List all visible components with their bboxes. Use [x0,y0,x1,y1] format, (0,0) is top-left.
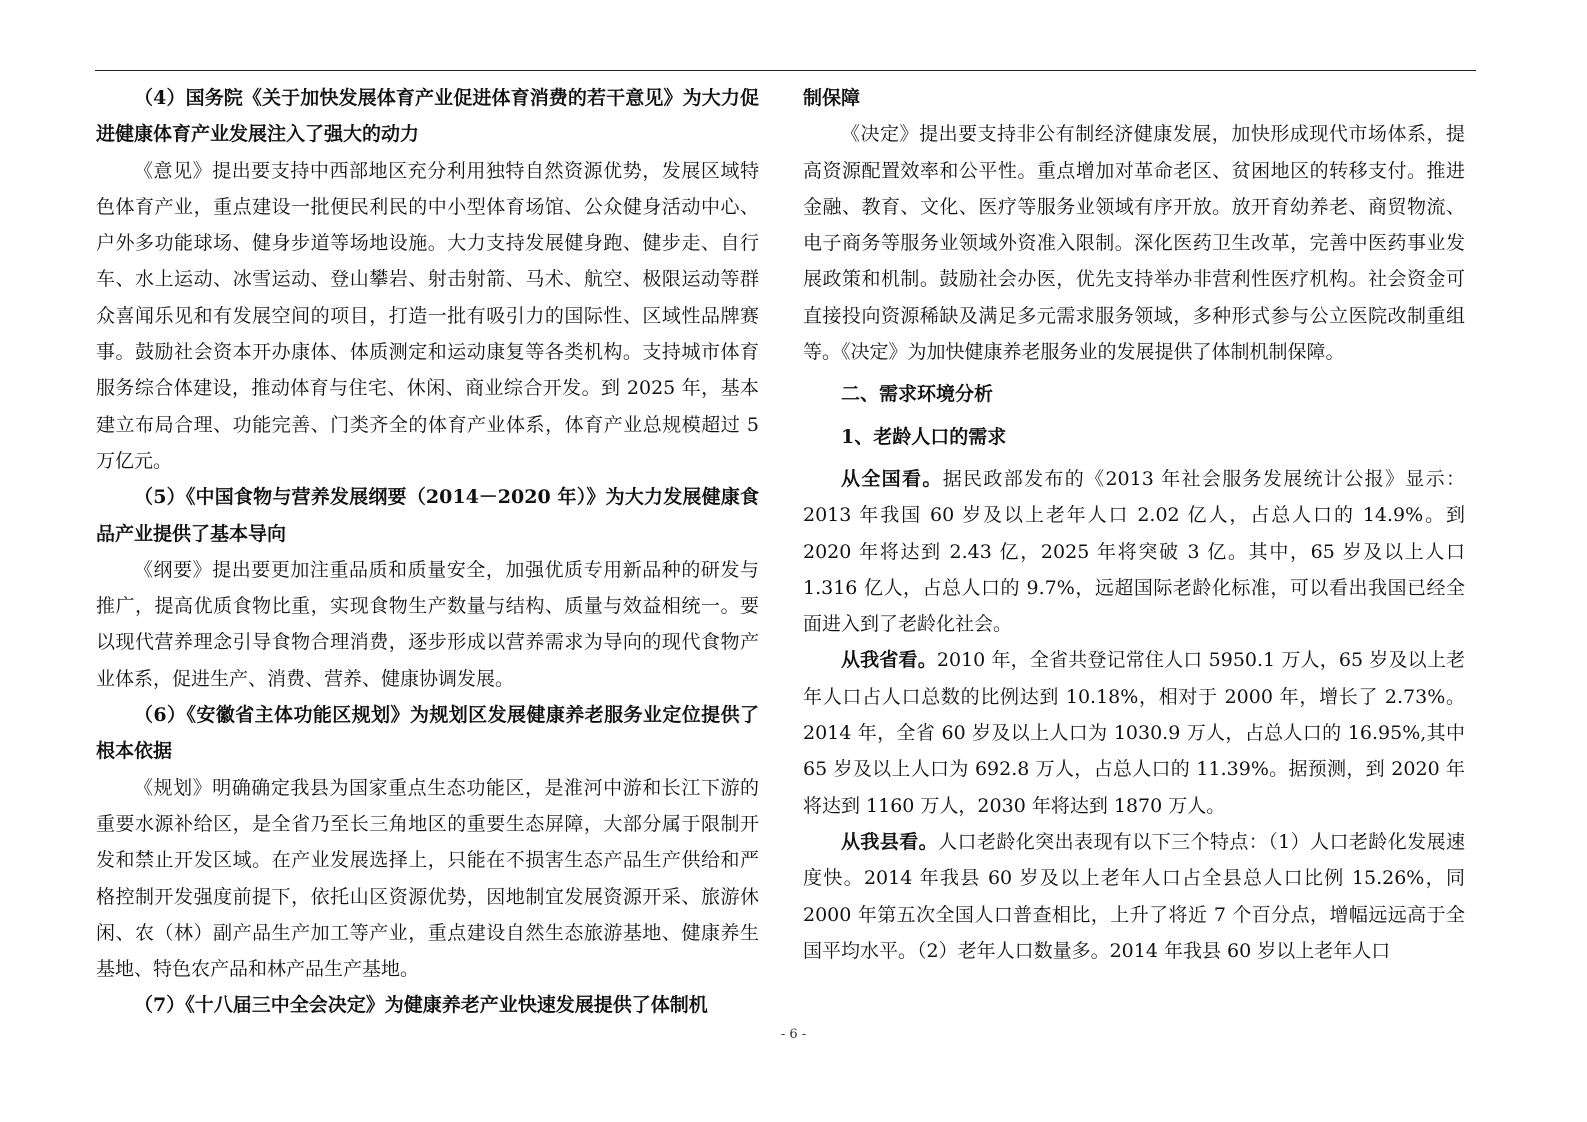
heading-7: （7）《十八届三中全会决定》为健康养老产业快速发展提供了体制机 [134,994,708,1017]
text-province: 2010 年，全省共登记常住人口 5950.1 万人，65 岁及以上老年人口占人口总数的比例达到 10.18%，相对于 2000 年，增长了 2.73%。2014 年，全省 60 岁及以上人口为 1030.9 万人，占总人口的 16.95%,其中 65 岁及以上人口为 692.8 万人，占总人口的 11.39%。据预测，到 2020 年将达到 1160 万人，2030 年将达到 1870 万人。 [803,649,1465,817]
text-national: 据民政部发布的《2013 年社会服务发展统计公报》显示：2013 年我国 60 岁及以上老年人口 2.02 亿人，占总人口的 14.9%。到 2020 年将达到 2.43 亿，2025 年将突破 3 亿。其中，65 岁及以上人口 1.316 亿人，占总人口的 9.7%，远超国际老龄化标准，可以看出我国已经全面进入到了老龄化社会。 [803,467,1465,636]
paragraph-7: 《决定》提出要支持非公有制经济健康发展，加快形成现代市场体系，提高资源配置效率和公平性。重点增加对革命老区、贫困地区的转移支付。推进金融、教育、文化、医疗等服务业领域有序开放。放开育幼养老、商贸物流、电子商务等服务业领域外资准入限制。深化医药卫生改革，完善中医药事业发展政策和机制。鼓励社会办医，优先支持举办非营利性医疗机构。社会资金可直接投向资源稀缺及满足多元需求服务领域，多种形式参与公立医院改制重组等。《决定》为加快健康养老服务业的发展提供了体制机制保障。 [803,123,1465,364]
lead-county: 从我县看。 [841,830,939,853]
paragraph-4: 《意见》提出要支持中西部地区充分利用独特自然资源优势，发展区域特色体育产业，重点建设一批便民利民的中小型体育场馆、公众健身活动中心、户外多功能球场、健身步道等场地设施。大力支持发展健身跑、健步走、自行车、水上运动、冰雪运动、登山攀岩、射击射箭、马术、航空、极限运动等群众喜闻乐见和有发展空间的项目，打造一批有吸引力的国际性、区域性品牌赛事。鼓励社会资本开办康体、体质测定和运动康复等各类机构。支持城市体育服务综合体建设，推动体育与住宅、休闲、商业综合开发。到 2025 年，基本建立布局合理、功能完善、门类齐全的体育产业体系，体育产业总规模超过 5 万亿元。 [96,159,759,472]
left-column [96,80,759,1024]
paragraph-6: 《规划》明确确定我县为国家重点生态功能区，是淮河中游和长江下游的重要水源补给区，是全省乃至长三角地区的重要生态屏障，大部分属于限制开发和禁止开发区域。在产业发展选择上，只能在不损害生态产品生产供给和严格控制开发强度前提下，依托山区资源优势，因地制宜发展资源开采、旅游休闲、农（林）副产品生产加工等产业，重点建设自然生态旅游基地、健康养生基地、特色农产品和林产品生产基地。 [96,776,759,981]
text-county: 人口老龄化突出表现有以下三个特点：（1）人口老龄化发展速度快。2014 年我县 60 岁及以上老年人口占全县总人口比例 15.26%，同 2000 年第五次全国人口普查相比，上升了将近 7 个百分点，增幅远远高于全国平均水平。（2）老年人口数量多。2014 年我县 60 岁以上老年人口 [803,830,1465,962]
paragraph-province [803,642,1465,823]
paragraph-county [803,824,1465,969]
right-column [803,80,1465,969]
heading-7-continued: 制保障 [803,87,861,109]
header-rule [95,70,1476,71]
lead-province: 从我省看。 [841,649,937,672]
paragraph-national [803,461,1465,642]
heading-5: （5）《中国食物与营养发展纲要（2014－2020 年）》为大力发展健康食品产业提供了基本导向 [96,486,759,545]
subsection-heading-elderly: 1、老龄人口的需求 [841,425,1007,448]
heading-4: （4）国务院《关于加快发展体育产业促进体育消费的若干意见》为大力促进健康体育产业发展注入了强大的动力 [96,87,759,146]
paragraph-5: 《纲要》提出要更加注重品质和质量安全，加强优质专用新品种的研发与推广，提高优质食物比重，实现食物生产数量与结构、质量与效益相统一。要以现代营养理念引导食物合理消费，逐步形成以营养需求为导向的现代食物产业体系，促进生产、消费、营养、健康协调发展。 [96,558,759,690]
lead-national: 从全国看。 [841,467,943,490]
section-heading-demand: 二、需求环境分析 [841,383,994,406]
heading-6: （6）《安徽省主体功能区规划》为规划区发展健康养老服务业定位提供了根本依据 [96,704,759,763]
page-number: - 6 - [780,1027,807,1042]
